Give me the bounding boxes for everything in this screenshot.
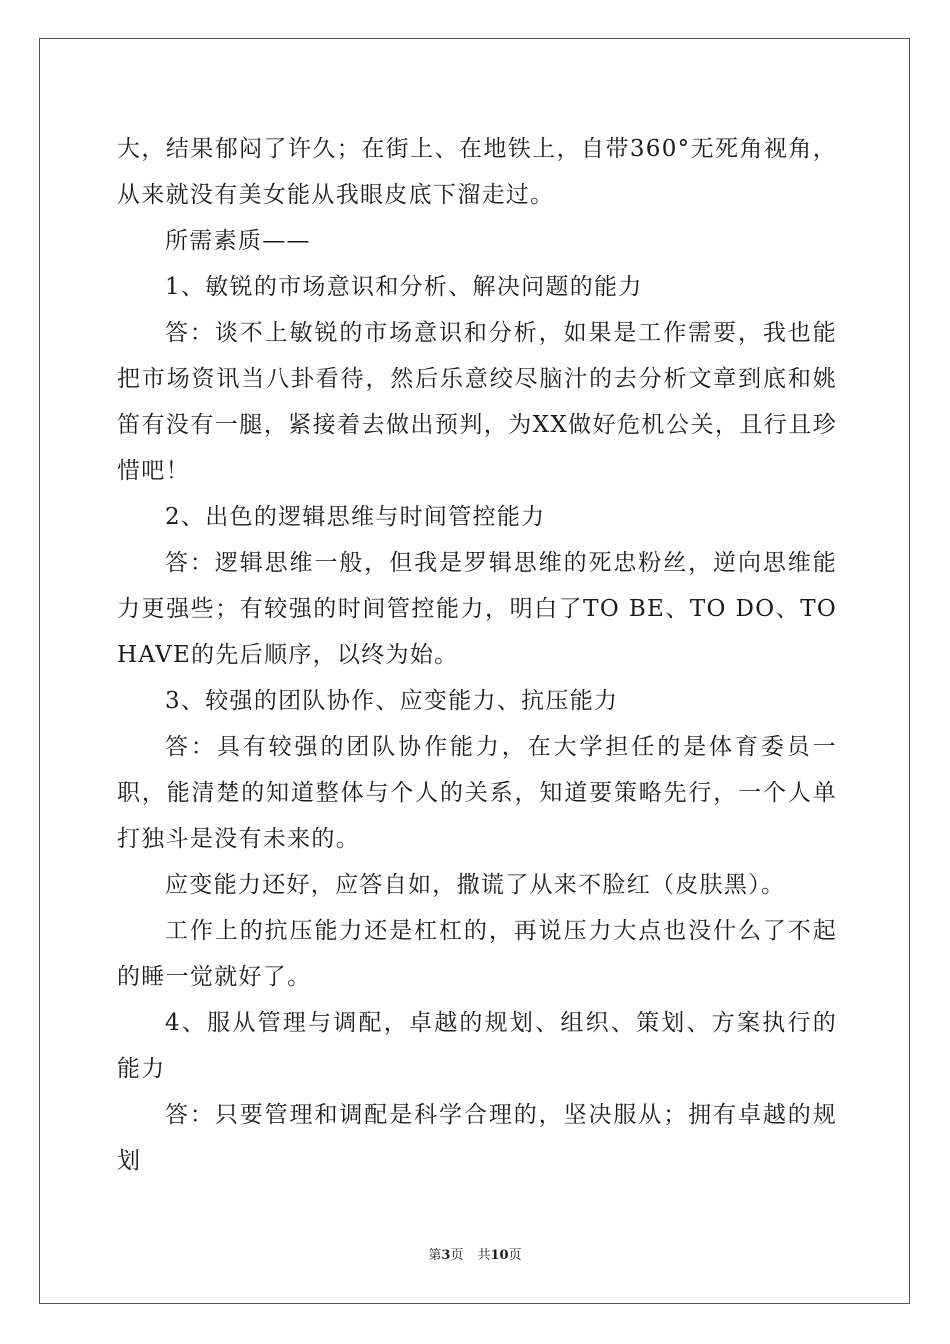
document-body <box>117 126 837 1184</box>
paragraph: 工作上的抗压能力还是杠杠的，再说压力大点也没什么了不起的睡一觉就好了。 <box>117 918 837 990</box>
paragraph: 3、较强的团队协作、应变能力、抗压能力 <box>165 688 619 714</box>
paragraph: 应变能力还好，应答自如，撒谎了从来不脸红（皮肤黑）。 <box>165 872 786 898</box>
current-page-number: 3 <box>441 1248 451 1263</box>
paragraph: 1、敏锐的市场意识和分析、解决问题的能力 <box>165 274 643 300</box>
footer-total-suffix: 页 <box>508 1248 522 1263</box>
paragraph: 大，结果郁闷了许久；在街上、在地铁上，自带360°无死角视角，从来就没有美女能从我眼皮底下溜走过。 <box>117 136 837 208</box>
paragraph: 2、出色的逻辑思维与时间管控能力 <box>165 504 546 530</box>
paragraph: 4、服从管理与调配，卓越的规划、组织、策划、方案执行的能力 <box>117 1010 837 1082</box>
page-footer <box>0 1244 950 1263</box>
paragraph: 答：具有较强的团队协作能力，在大学担任的是体育委员一职，能清楚的知道整体与个人的关系，知道要策略先行，一个人单打独斗是没有未来的。 <box>117 734 837 852</box>
paragraph: 答：逻辑思维一般，但我是罗辑思维的死忠粉丝，逆向思维能力更强些；有较强的时间管控能力，明白了TO BE、TO DO、TO HAVE的先后顺序，以终为始。 <box>117 550 837 668</box>
footer-total-prefix: 共 <box>477 1248 491 1263</box>
paragraph: 答：谈不上敏锐的市场意识和分析，如果是工作需要，我也能把市场资讯当八卦看待，然后乐意绞尽脑汁的去分析文章到底和姚笛有没有一腿，紧接着去做出预判，为XX做好危机公关，且行且珍惜吧！ <box>117 320 837 484</box>
footer-page-suffix: 页 <box>450 1248 464 1263</box>
total-page-number: 10 <box>490 1248 509 1263</box>
paragraph: 所需素质—— <box>165 228 311 254</box>
footer-prefix: 第 <box>428 1248 442 1263</box>
paragraph: 答：只要管理和调配是科学合理的，坚决服从；拥有卓越的规划 <box>117 1102 837 1174</box>
